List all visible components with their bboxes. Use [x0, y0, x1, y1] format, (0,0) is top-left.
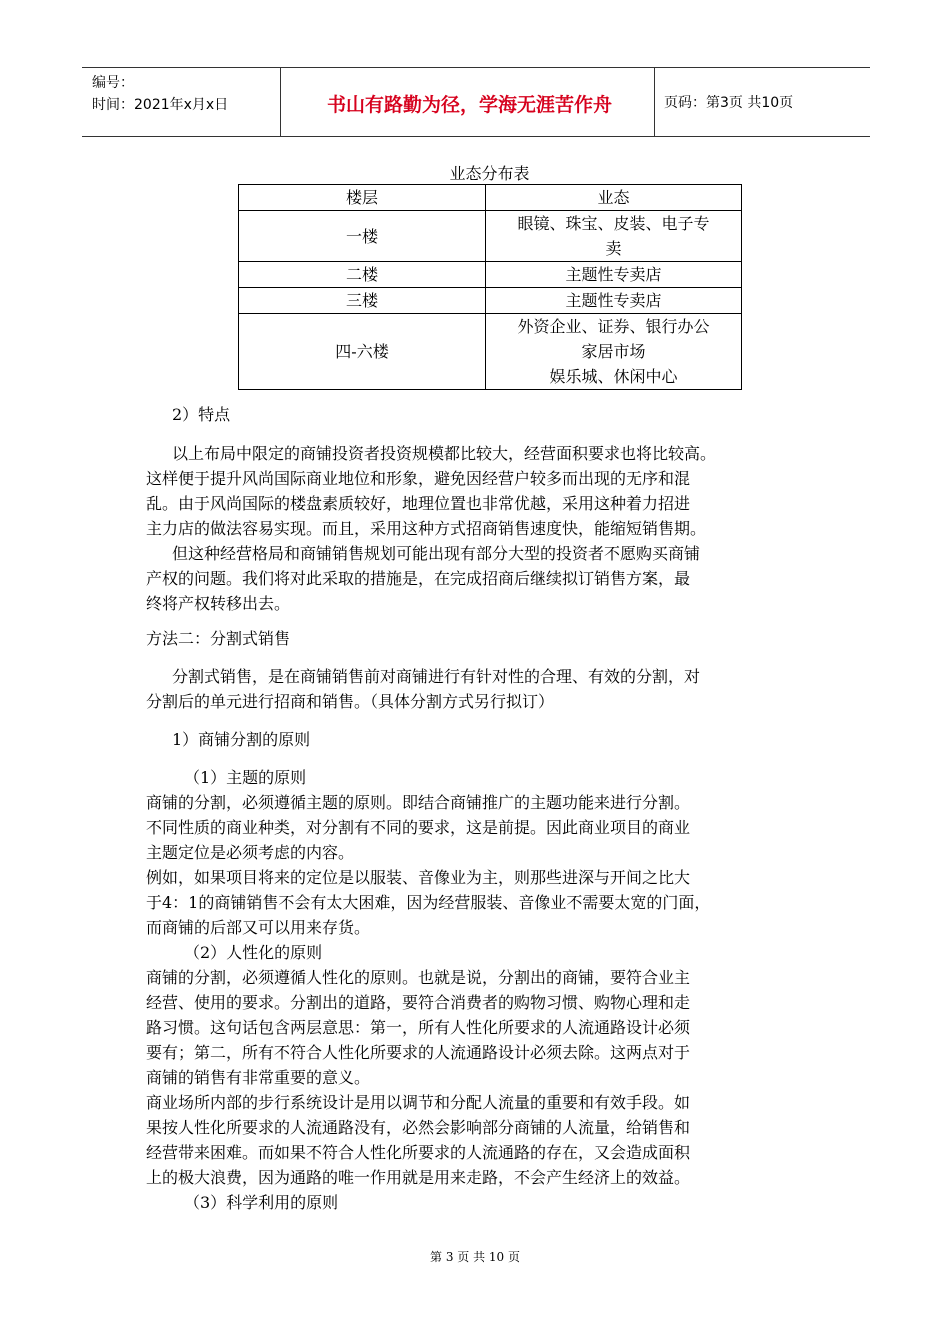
paragraph-line: 乱。由于风尚国际的楼盘素质较好，地理位置也非常优越，采用这种着力招进 [146, 494, 691, 513]
section-heading: 1）商铺分割的原则 [172, 730, 311, 749]
paragraph-line: 商铺的分割，必须遵循主题的原则。即结合商铺推广的主题功能来进行分割。 [146, 793, 691, 812]
paragraph-line: 商业场所内部的步行系统设计是用以调节和分配人流量的重要和有效手段。如 [146, 1093, 691, 1112]
header-divider [280, 68, 281, 136]
subsection-heading: （1）主题的原则 [184, 768, 307, 787]
header-page-info: 页码：第3页 共10页 [664, 95, 794, 111]
paragraph-line: 上的极大浪费，因为通路的唯一作用就是用来走路，不会产生经济上的效益。 [146, 1168, 691, 1187]
table-row [239, 314, 742, 390]
business-cell [486, 288, 742, 314]
business-line: 卖 [605, 239, 622, 258]
subsection-heading: （3）科学利用的原则 [184, 1193, 339, 1212]
page-footer: 第 3 页 共 10 页 [430, 1250, 520, 1264]
paragraph-line: 分割式销售，是在商铺销售前对商铺进行有针对性的合理、有效的分割，对 [172, 667, 701, 686]
floor-cell: 一楼 [239, 211, 486, 262]
section-heading: 2）特点 [172, 405, 231, 424]
paragraph-line: 主题定位是必须考虑的内容。 [146, 843, 355, 862]
business-line: 娱乐城、休闲中心 [549, 367, 678, 386]
floor-cell: 四-六楼 [239, 314, 486, 390]
paragraph-line: 分割后的单元进行招商和销售。（具体分割方式另行拟订） [146, 692, 555, 711]
number-label: 编号： [92, 75, 134, 91]
table-row [239, 262, 742, 288]
paragraph-line: 以上布局中限定的商铺投资者投资规模都比较大，经营面积要求也将比较高。 [172, 444, 717, 463]
business-line: 眼镜、珠宝、皮装、电子专 [517, 214, 710, 233]
paragraph-line: 商铺的销售有非常重要的意义。 [146, 1068, 371, 1087]
page-header [82, 67, 870, 137]
paragraph-line: 路习惯。这句话包含两层意思：第一，所有人性化所要求的人流通路设计必须 [146, 1018, 691, 1037]
paragraph-line: 果按人性化所要求的人流通路没有，必然会影响部分商铺的人流量，给销售和 [146, 1118, 691, 1137]
table-row [239, 211, 742, 262]
business-distribution-table [238, 184, 742, 390]
time-label: 时间：2021年x月x日 [92, 97, 229, 113]
header-divider [654, 68, 655, 136]
subsection-heading: （2）人性化的原则 [184, 943, 323, 962]
business-cell [486, 262, 742, 288]
table-row [239, 288, 742, 314]
table-header-cell: 楼层 [239, 185, 486, 211]
paragraph-line: 不同性质的商业种类，对分割有不同的要求，这是前提。因此商业项目的商业 [146, 818, 691, 837]
business-line: 家居市场 [581, 342, 646, 361]
paragraph-line: 但这种经营格局和商铺销售规划可能出现有部分大型的投资者不愿购买商铺 [172, 544, 701, 563]
paragraph-line: 商铺的分割，必须遵循人性化的原则。也就是说，分割出的商铺，要符合业主 [146, 968, 691, 987]
paragraph-line: 终将产权转移出去。 [146, 594, 291, 613]
business-line: 外资企业、证券、银行办公 [517, 317, 710, 336]
paragraph-line: 这样便于提升风尚国际商业地位和形象，避免因经营户较多而出现的无序和混 [146, 469, 691, 488]
business-cell [486, 211, 742, 262]
paragraph-line: 例如，如果项目将来的定位是以服装、音像业为主，则那些进深与开间之比大 [146, 868, 691, 887]
paragraph-line: 于4：1的商铺销售不会有太大困难，因为经营服装、音像业不需要太宽的门面， [146, 893, 711, 912]
table-header-cell: 业态 [486, 185, 742, 211]
header-meta [92, 72, 228, 116]
business-line: 主题性专卖店 [565, 291, 662, 310]
floor-cell: 三楼 [239, 288, 486, 314]
header-motto: 书山有路勤为径，学海无涯苦作舟 [326, 94, 612, 116]
business-line: 主题性专卖店 [565, 265, 662, 284]
paragraph-line: 要有；第二，所有不符合人性化所要求的人流通路设计必须去除。这两点对于 [146, 1043, 691, 1062]
paragraph-line: 主力店的做法容易实现。而且，采用这种方式招商销售速度快，能缩短销售期。 [146, 519, 707, 538]
paragraph-line: 而商铺的后部又可以用来存货。 [146, 918, 371, 937]
business-cell [486, 314, 742, 390]
floor-cell: 二楼 [239, 262, 486, 288]
paragraph-line: 产权的问题。我们将对此采取的措施是，在完成招商后继续拟订销售方案，最 [146, 569, 691, 588]
table-header-row [239, 185, 742, 211]
paragraph-line: 经营、使用的要求。分割出的道路，要符合消费者的购物习惯、购物心理和走 [146, 993, 691, 1012]
paragraph-line: 经营带来困难。而如果不符合人性化所要求的人流通路的存在，又会造成面积 [146, 1143, 691, 1162]
table-title: 业态分布表 [449, 164, 530, 183]
section-heading: 方法二：分割式销售 [146, 629, 291, 648]
